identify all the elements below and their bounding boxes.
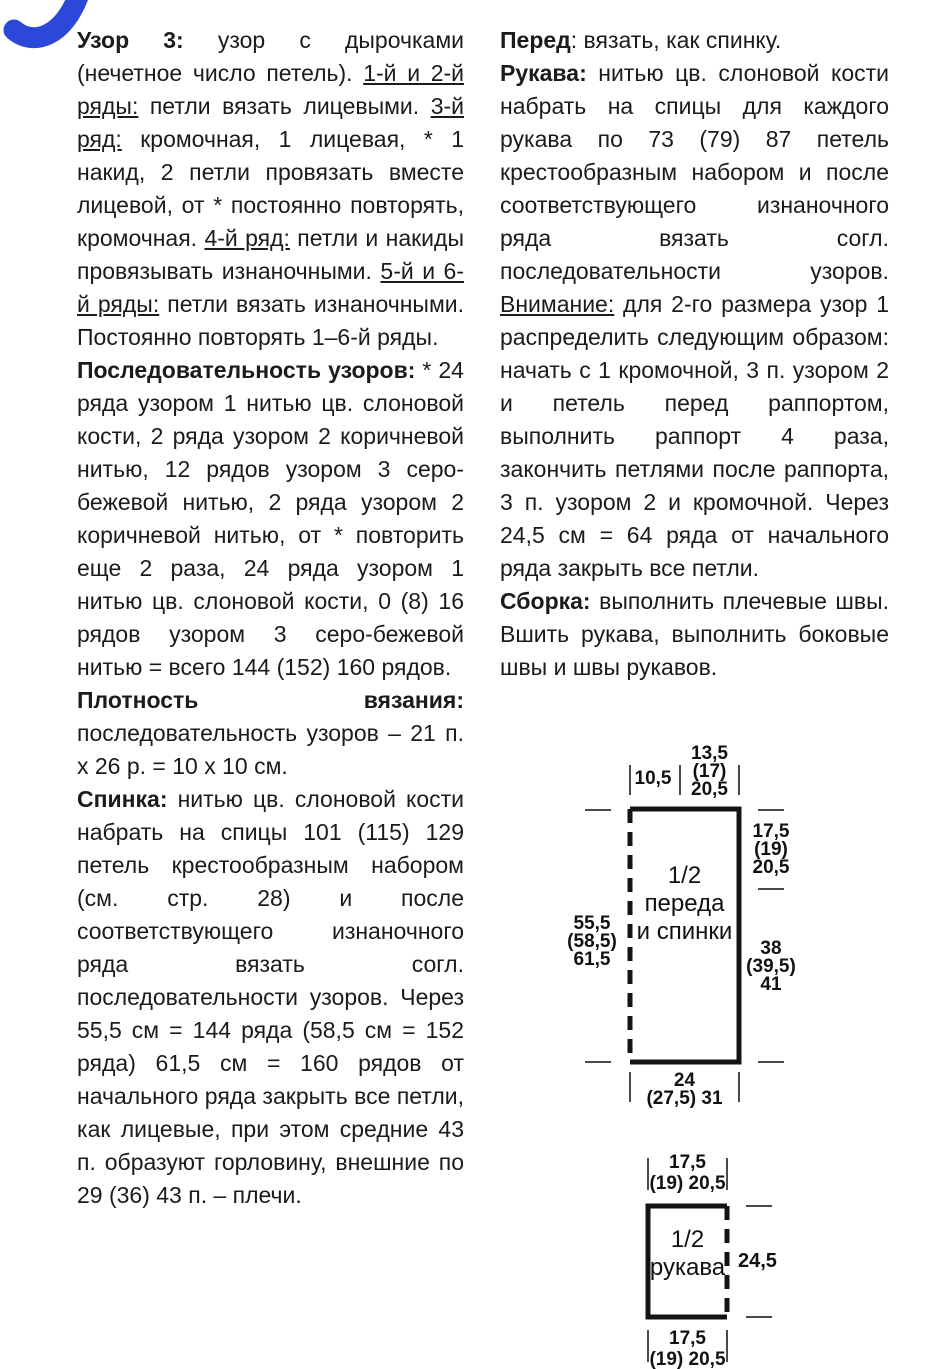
measure-value: 20,5 xyxy=(691,779,728,800)
measure-sleeve-bottom-width xyxy=(628,1328,747,1369)
paragraph-rukava: Рукава: нитью цв. слоновой кости набрать на спицы для каждого рукава по 73 (79) 87 петель крестообразным набором и после соответствующего изнаночного ряда вязать согл. последовательности узоров. Внимание: для 2-го размера узор 1 распределить следующим образом: начать с 1 кромочной, 3 п. узором 2 и петель перед раппортом, выполнить раппорт 4 раза, закончить петлями после раппорта, 3 п. узором 2 и кромочной. Через 24,5 см = 64 ряда от начального ряда закрыть все петли. xyxy=(500,60,889,581)
paragraph-plotnost: Плотность вязания: последовательность узоров – 21 п. х 26 р. = 10 х 10 см. xyxy=(77,687,464,779)
measure-value: (19) xyxy=(754,839,788,860)
measure-neck-width xyxy=(680,745,739,799)
measure-value: 24 xyxy=(673,1070,696,1091)
measure-armhole-depth xyxy=(739,823,803,877)
body-schematic xyxy=(540,742,870,1108)
measure-shoulder-width xyxy=(626,770,680,788)
measure-value: (39,5) xyxy=(746,956,796,977)
sleeve-piece-label xyxy=(648,1226,727,1282)
left-text-column xyxy=(77,24,464,1212)
measure-value: 20,5 xyxy=(752,857,790,878)
measure-bottom-width xyxy=(630,1072,739,1108)
measure-sleeve-length: 24,5 xyxy=(738,1250,777,1272)
measure-value: (58,5) xyxy=(567,931,617,952)
paragraph-sborka: Сборка: выполнить плечевые швы. Вшить рукава, выполнить боковые швы и швы рукавов. xyxy=(500,588,889,680)
measure-value: 13,5 xyxy=(691,743,728,764)
body-piece-label xyxy=(630,862,739,946)
measure-value: (27,5) 31 xyxy=(646,1088,723,1109)
piece-label-line: переда xyxy=(644,890,725,917)
measure-value: (19) 20,5 xyxy=(649,1349,726,1369)
sleeve-schematic xyxy=(600,1150,860,1369)
piece-label-line: 1/2 xyxy=(670,1226,705,1253)
measure-value: (17) xyxy=(692,761,727,782)
paragraph-pered: Перед: вязать, как спинку. xyxy=(500,27,782,53)
paragraph-posledovatelnost: Последовательность узоров: * 24 ряда узором 1 нитью цв. слоновой кости, 2 ряда узором 2 коричневой нитью, 12 рядов узором 3 серо-бежевой нитью, 2 ряда узором 2 коричневой нитью, от * повторить еще 2 раза, 24 ряда узором 1 нитью цв. слоновой кости, 0 (8) 16 рядов узором 3 серо-бежевой нитью = всего 144 (152) 160 рядов. xyxy=(77,357,464,680)
measure-value: 17,5 xyxy=(669,1328,706,1349)
piece-label-line: рукава xyxy=(649,1254,726,1281)
measure-side-length xyxy=(739,940,803,994)
measure-total-length xyxy=(558,915,626,969)
measure-value: 17,5 xyxy=(669,1152,706,1173)
paragraph-uzor-3: Узор 3: узор с дырочками (нечетное число петель). 1-й и 2-й ряды: петли вязать лицевыми. 3-й ряд: кромочная, 1 лицевая, * 1 накид, 2 петли провязать вместе лицевой, от * постоянно повторять, кромочная. 4-й ряд: петли и накиды провязывать изнаночными. 5-й и 6-й ряды: петли вязать изнаночными. Постоянно повторять 1–6-й ряды. xyxy=(77,27,464,350)
measure-value: 61,5 xyxy=(573,949,611,970)
piece-label-line: и спинки xyxy=(636,918,733,945)
paragraph-spinka: Спинка: нитью цв. слоновой кости набрать на спицы 101 (115) 129 петель крестообразным набором (см. стр. 28) и после соответствующего изнаночного ряда вязать согл. последовательности узоров. Через 55,5 см = 144 ряда (58,5 см = 152 ряда) 61,5 см = 160 рядов от начального ряда закрыть все петли, как лицевые, при этом средние 43 п. образуют горловину, внешние по 29 (36) 43 п. – плечи. xyxy=(77,786,465,1208)
right-text-column xyxy=(500,24,889,684)
measure-value: 55,5 xyxy=(573,913,611,934)
measure-value: 38 xyxy=(760,938,782,959)
measure-value: 10,5 xyxy=(634,768,672,789)
measure-value: 17,5 xyxy=(752,821,790,842)
piece-label-line: 1/2 xyxy=(667,862,702,889)
measure-sleeve-top-width xyxy=(628,1152,747,1194)
measure-value: (19) 20,5 xyxy=(649,1173,726,1194)
measure-value: 41 xyxy=(760,974,782,995)
